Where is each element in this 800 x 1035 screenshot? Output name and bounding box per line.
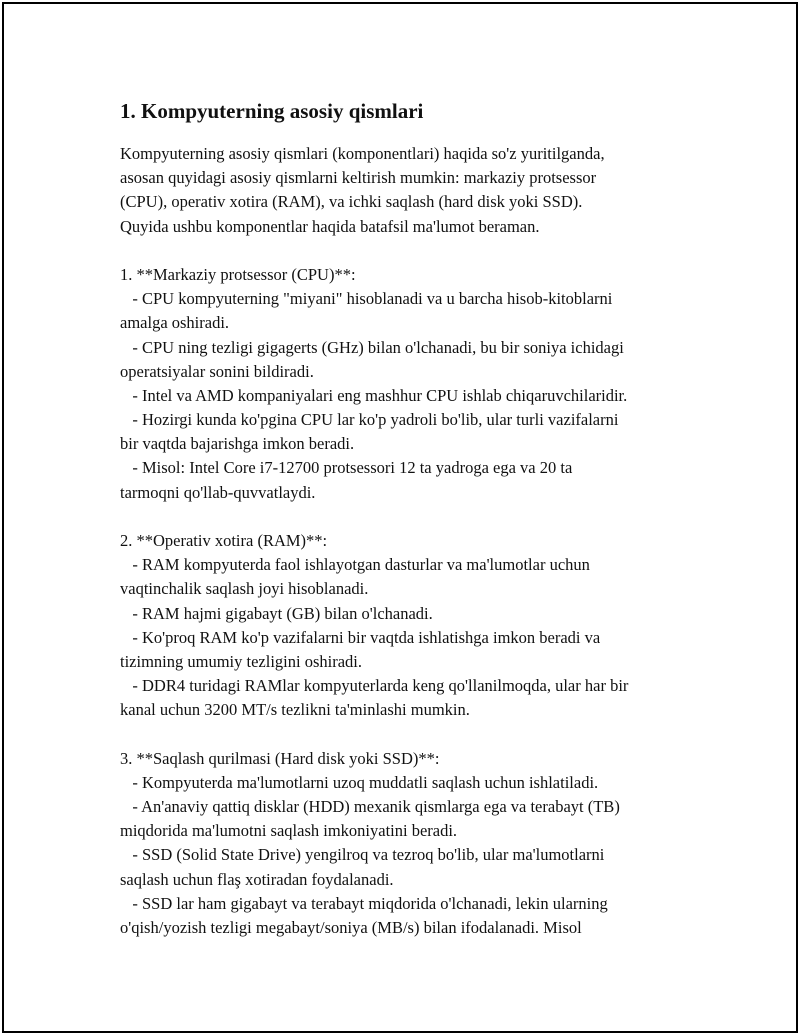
text-line: saqlash uchun flaş xotiradan foydalanadi. xyxy=(120,869,394,889)
text-line: - Misol: Intel Core i7-12700 protsessori 12 ta yadroga ega va 20 ta xyxy=(120,458,573,478)
text-line: - An'anaviy qattiq disklar (HDD) mexanik qismlarga ega va terabayt (TB) xyxy=(120,797,620,817)
text-line: 3. **Saqlash qurilmasi (Hard disk yoki SSD)**: xyxy=(120,748,440,768)
text-line: operatsiyalar sonini bildiradi. xyxy=(120,361,314,381)
text-line: - RAM kompyuterda faol ishlayotgan dasturlar va ma'lumotlar uchun xyxy=(120,555,590,575)
text-line xyxy=(120,239,710,263)
text-line: 1. **Markaziy protsessor (CPU)**: xyxy=(120,264,356,284)
text-line: Quyida ushbu komponentlar haqida batafsil ma'lumot beraman. xyxy=(120,216,540,236)
document-body xyxy=(120,142,710,940)
text-line: Kompyuterning asosiy qismlari (komponentlari) haqida so'z yuritilganda, xyxy=(120,144,605,163)
text-line: - Intel va AMD kompaniyalari eng mashhur CPU ishlab chiqaruvchilaridir. xyxy=(120,385,628,405)
text-line: asosan quyidagi asosiy qismlarni keltirish mumkin: markaziy protsessor xyxy=(120,168,597,188)
text-line: - Kompyuterda ma'lumotlarni uzoq muddatli saqlash uchun ishlatiladi. xyxy=(120,772,599,792)
document-title: 1. Kompyuterning asosiy qismlari xyxy=(120,99,424,123)
text-line: amalga oshiradi. xyxy=(120,313,230,333)
text-line: kanal uchun 3200 MT/s tezlikni ta'minlashi mumkin. xyxy=(120,700,470,720)
text-line: - RAM hajmi gigabayt (GB) bilan o'lchanadi. xyxy=(120,603,433,623)
text-line: 2. **Operativ xotira (RAM)**: xyxy=(120,531,328,550)
text-line: (CPU), operativ xotira (RAM), va ichki saqlash (hard disk yoki SSD). xyxy=(120,192,583,212)
text-line: tarmoqni qo'llab-quvvatlaydi. xyxy=(120,482,316,502)
text-line: - Ko'proq RAM ko'p vazifalarni bir vaqtda ishlatishga imkon beradi va xyxy=(120,627,601,647)
text-line: tizimning umumiy tezligini oshiradi. xyxy=(120,651,362,671)
text-line: bir vaqtda bajarishga imkon beradi. xyxy=(120,434,355,454)
document-content xyxy=(120,95,710,940)
text-line xyxy=(120,723,710,747)
text-line: - CPU ning tezligi gigagerts (GHz) bilan o'lchanadi, bu bir soniya ichidagi xyxy=(120,337,624,357)
text-line: - DDR4 turidagi RAMlar kompyuterlarda keng qo'llanilmoqda, ular har bir xyxy=(120,676,629,696)
text-line: vaqtinchalik saqlash joyi hisoblanadi. xyxy=(120,579,369,599)
text-line: - SSD lar ham gigabayt va terabayt miqdorida o'lchanadi, lekin ularning xyxy=(120,893,608,913)
document-page xyxy=(2,2,798,1033)
text-line: - Hozirgi kunda ko'pgina CPU lar ko'p yadroli bo'lib, ular turli vazifalarni xyxy=(120,410,619,430)
text-line: - SSD (Solid State Drive) yengilroq va tezroq bo'lib, ular ma'lumotlarni xyxy=(120,845,605,865)
text-line xyxy=(120,505,710,529)
text-line: - CPU kompyuterning "miyani" hisoblanadi va u barcha hisob-kitoblarni xyxy=(120,289,613,309)
text-line: o'qish/yozish tezligi megabayt/soniya (MB/s) bilan ifodalanadi. Misol xyxy=(120,918,582,937)
text-line: miqdorida ma'lumotni saqlash imkoniyatini beradi. xyxy=(120,821,458,841)
